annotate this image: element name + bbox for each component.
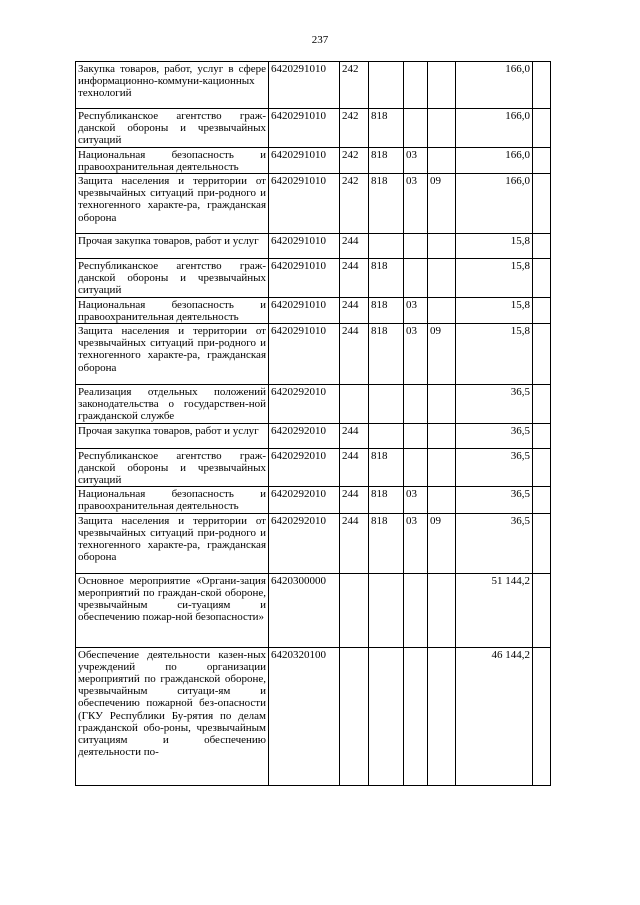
target-article-code-cell: 6420320100 (269, 647, 340, 785)
target-article-code-cell: 6420291010 (269, 62, 340, 109)
expense-type-cell: 242 (340, 62, 369, 109)
item-name-cell: Республиканское агентство граж-данской обороны и чрезвычайных ситуаций (76, 109, 269, 148)
subsection-code-cell (428, 234, 456, 259)
target-article-code-cell: 6420292010 (269, 423, 340, 448)
amount-cell: 36,5 (456, 423, 533, 448)
administrator-code-cell (369, 647, 404, 785)
section-code-cell: 03 (404, 513, 428, 573)
section-code-cell (404, 109, 428, 148)
table-row (76, 385, 551, 424)
target-article-code-cell: 6420292010 (269, 448, 340, 487)
table-row (76, 448, 551, 487)
expense-type-cell: 244 (340, 448, 369, 487)
table-row (76, 62, 551, 109)
item-name-cell: Республиканское агентство граж-данской обороны и чрезвычайных ситуаций (76, 259, 269, 298)
item-name-cell: Основное мероприятие «Органи-зация мероприятий по граждан-ской обороне, чрезвычайным си-туациям и обеспечению пожар-ной безопасности» (76, 573, 269, 647)
section-code-cell (404, 234, 428, 259)
target-article-code-cell: 6420291010 (269, 259, 340, 298)
administrator-code-cell: 818 (369, 487, 404, 513)
item-name-cell: Защита населения и территории от чрезвычайных ситуаций при-родного и техногенного характе-ра, гражданская оборона (76, 174, 269, 234)
section-code-cell (404, 62, 428, 109)
section-code-cell: 03 (404, 297, 428, 323)
administrator-code-cell: 818 (369, 297, 404, 323)
target-article-code-cell: 6420292010 (269, 385, 340, 424)
item-name-cell: Национальная безопасность и правоохранительная деятельность (76, 487, 269, 513)
extra-cell (533, 647, 551, 785)
table-row (76, 109, 551, 148)
item-name-cell: Реализация отдельных положений законодательства о государствен-ной гражданской службе (76, 385, 269, 424)
administrator-code-cell (369, 62, 404, 109)
amount-cell: 15,8 (456, 259, 533, 298)
section-code-cell (404, 448, 428, 487)
table-row (76, 234, 551, 259)
extra-cell (533, 487, 551, 513)
section-code-cell (404, 259, 428, 298)
amount-cell: 15,8 (456, 324, 533, 385)
administrator-code-cell: 818 (369, 448, 404, 487)
administrator-code-cell (369, 234, 404, 259)
item-name-cell: Национальная безопасность и правоохранительная деятельность (76, 297, 269, 323)
item-name-cell: Прочая закупка товаров, работ и услуг (76, 234, 269, 259)
expense-type-cell: 244 (340, 513, 369, 573)
item-name-cell: Национальная безопасность и правоохранительная деятельность (76, 147, 269, 173)
table-row (76, 487, 551, 513)
extra-cell (533, 573, 551, 647)
target-article-code-cell: 6420292010 (269, 513, 340, 573)
section-code-cell: 03 (404, 487, 428, 513)
extra-cell (533, 174, 551, 234)
target-article-code-cell: 6420291010 (269, 324, 340, 385)
extra-cell (533, 297, 551, 323)
expense-type-cell: 244 (340, 487, 369, 513)
amount-cell: 166,0 (456, 174, 533, 234)
section-code-cell (404, 385, 428, 424)
target-article-code-cell: 6420291010 (269, 109, 340, 148)
item-name-cell: Защита населения и территории от чрезвычайных ситуаций при-родного и техногенного характе-ра, гражданская оборона (76, 513, 269, 573)
extra-cell (533, 423, 551, 448)
subsection-code-cell (428, 62, 456, 109)
expense-type-cell (340, 647, 369, 785)
subsection-code-cell (428, 573, 456, 647)
item-name-cell: Прочая закупка товаров, работ и услуг (76, 423, 269, 448)
section-code-cell (404, 647, 428, 785)
target-article-code-cell: 6420300000 (269, 573, 340, 647)
subsection-code-cell (428, 297, 456, 323)
extra-cell (533, 513, 551, 573)
expense-type-cell: 244 (340, 423, 369, 448)
target-article-code-cell: 6420291010 (269, 147, 340, 173)
amount-cell: 15,8 (456, 234, 533, 259)
section-code-cell (404, 573, 428, 647)
table-row (76, 647, 551, 785)
item-name-cell: Защита населения и территории от чрезвычайных ситуаций при-родного и техногенного характе-ра, гражданская оборона (76, 324, 269, 385)
expense-type-cell (340, 385, 369, 424)
subsection-code-cell (428, 487, 456, 513)
subsection-code-cell (428, 109, 456, 148)
table-row (76, 147, 551, 173)
expense-type-cell: 244 (340, 259, 369, 298)
amount-cell: 166,0 (456, 62, 533, 109)
subsection-code-cell: 09 (428, 174, 456, 234)
target-article-code-cell: 6420291010 (269, 297, 340, 323)
table-body (76, 62, 551, 786)
expense-type-cell: 244 (340, 297, 369, 323)
subsection-code-cell: 09 (428, 324, 456, 385)
expense-type-cell: 244 (340, 324, 369, 385)
expense-type-cell: 242 (340, 174, 369, 234)
subsection-code-cell (428, 385, 456, 424)
administrator-code-cell (369, 385, 404, 424)
expense-type-cell: 244 (340, 234, 369, 259)
amount-cell: 36,5 (456, 487, 533, 513)
administrator-code-cell: 818 (369, 147, 404, 173)
administrator-code-cell (369, 423, 404, 448)
administrator-code-cell: 818 (369, 513, 404, 573)
amount-cell: 166,0 (456, 109, 533, 148)
amount-cell: 166,0 (456, 147, 533, 173)
table-row (76, 297, 551, 323)
subsection-code-cell (428, 423, 456, 448)
extra-cell (533, 448, 551, 487)
section-code-cell: 03 (404, 174, 428, 234)
table-row (76, 573, 551, 647)
subsection-code-cell (428, 448, 456, 487)
extra-cell (533, 234, 551, 259)
table-row (76, 423, 551, 448)
table-row (76, 324, 551, 385)
subsection-code-cell (428, 647, 456, 785)
subsection-code-cell (428, 259, 456, 298)
expense-type-cell: 242 (340, 147, 369, 173)
amount-cell: 36,5 (456, 385, 533, 424)
administrator-code-cell: 818 (369, 259, 404, 298)
table-row (76, 174, 551, 234)
extra-cell (533, 385, 551, 424)
subsection-code-cell: 09 (428, 513, 456, 573)
expense-type-cell (340, 573, 369, 647)
extra-cell (533, 259, 551, 298)
section-code-cell: 03 (404, 147, 428, 173)
page-number: 237 (311, 34, 329, 46)
extra-cell (533, 62, 551, 109)
administrator-code-cell: 818 (369, 174, 404, 234)
item-name-cell: Республиканское агентство граж-данской обороны и чрезвычайных ситуаций (76, 448, 269, 487)
section-code-cell (404, 423, 428, 448)
extra-cell (533, 109, 551, 148)
administrator-code-cell (369, 573, 404, 647)
budget-table (75, 61, 551, 786)
administrator-code-cell: 818 (369, 109, 404, 148)
amount-cell: 46 144,2 (456, 647, 533, 785)
target-article-code-cell: 6420291010 (269, 234, 340, 259)
amount-cell: 36,5 (456, 448, 533, 487)
expense-type-cell: 242 (340, 109, 369, 148)
section-code-cell: 03 (404, 324, 428, 385)
extra-cell (533, 147, 551, 173)
amount-cell: 51 144,2 (456, 573, 533, 647)
amount-cell: 15,8 (456, 297, 533, 323)
subsection-code-cell (428, 147, 456, 173)
target-article-code-cell: 6420292010 (269, 487, 340, 513)
item-name-cell: Обеспечение деятельности казен-ных учреждений по организации мероприятий по гражданской обороне, чрезвычайным ситуаци-ям и обеспечению пожарной без-опасности (ГКУ Республики Бу-рятия по делам гражданской обо-роны, чрезвычайным ситуациям и обеспечению деятельности по- (76, 647, 269, 785)
table-row (76, 259, 551, 298)
extra-cell (533, 324, 551, 385)
administrator-code-cell: 818 (369, 324, 404, 385)
item-name-cell: Закупка товаров, работ, услуг в сфере информационно-коммуни-кационных технологий (76, 62, 269, 109)
target-article-code-cell: 6420291010 (269, 174, 340, 234)
table-row (76, 513, 551, 573)
amount-cell: 36,5 (456, 513, 533, 573)
